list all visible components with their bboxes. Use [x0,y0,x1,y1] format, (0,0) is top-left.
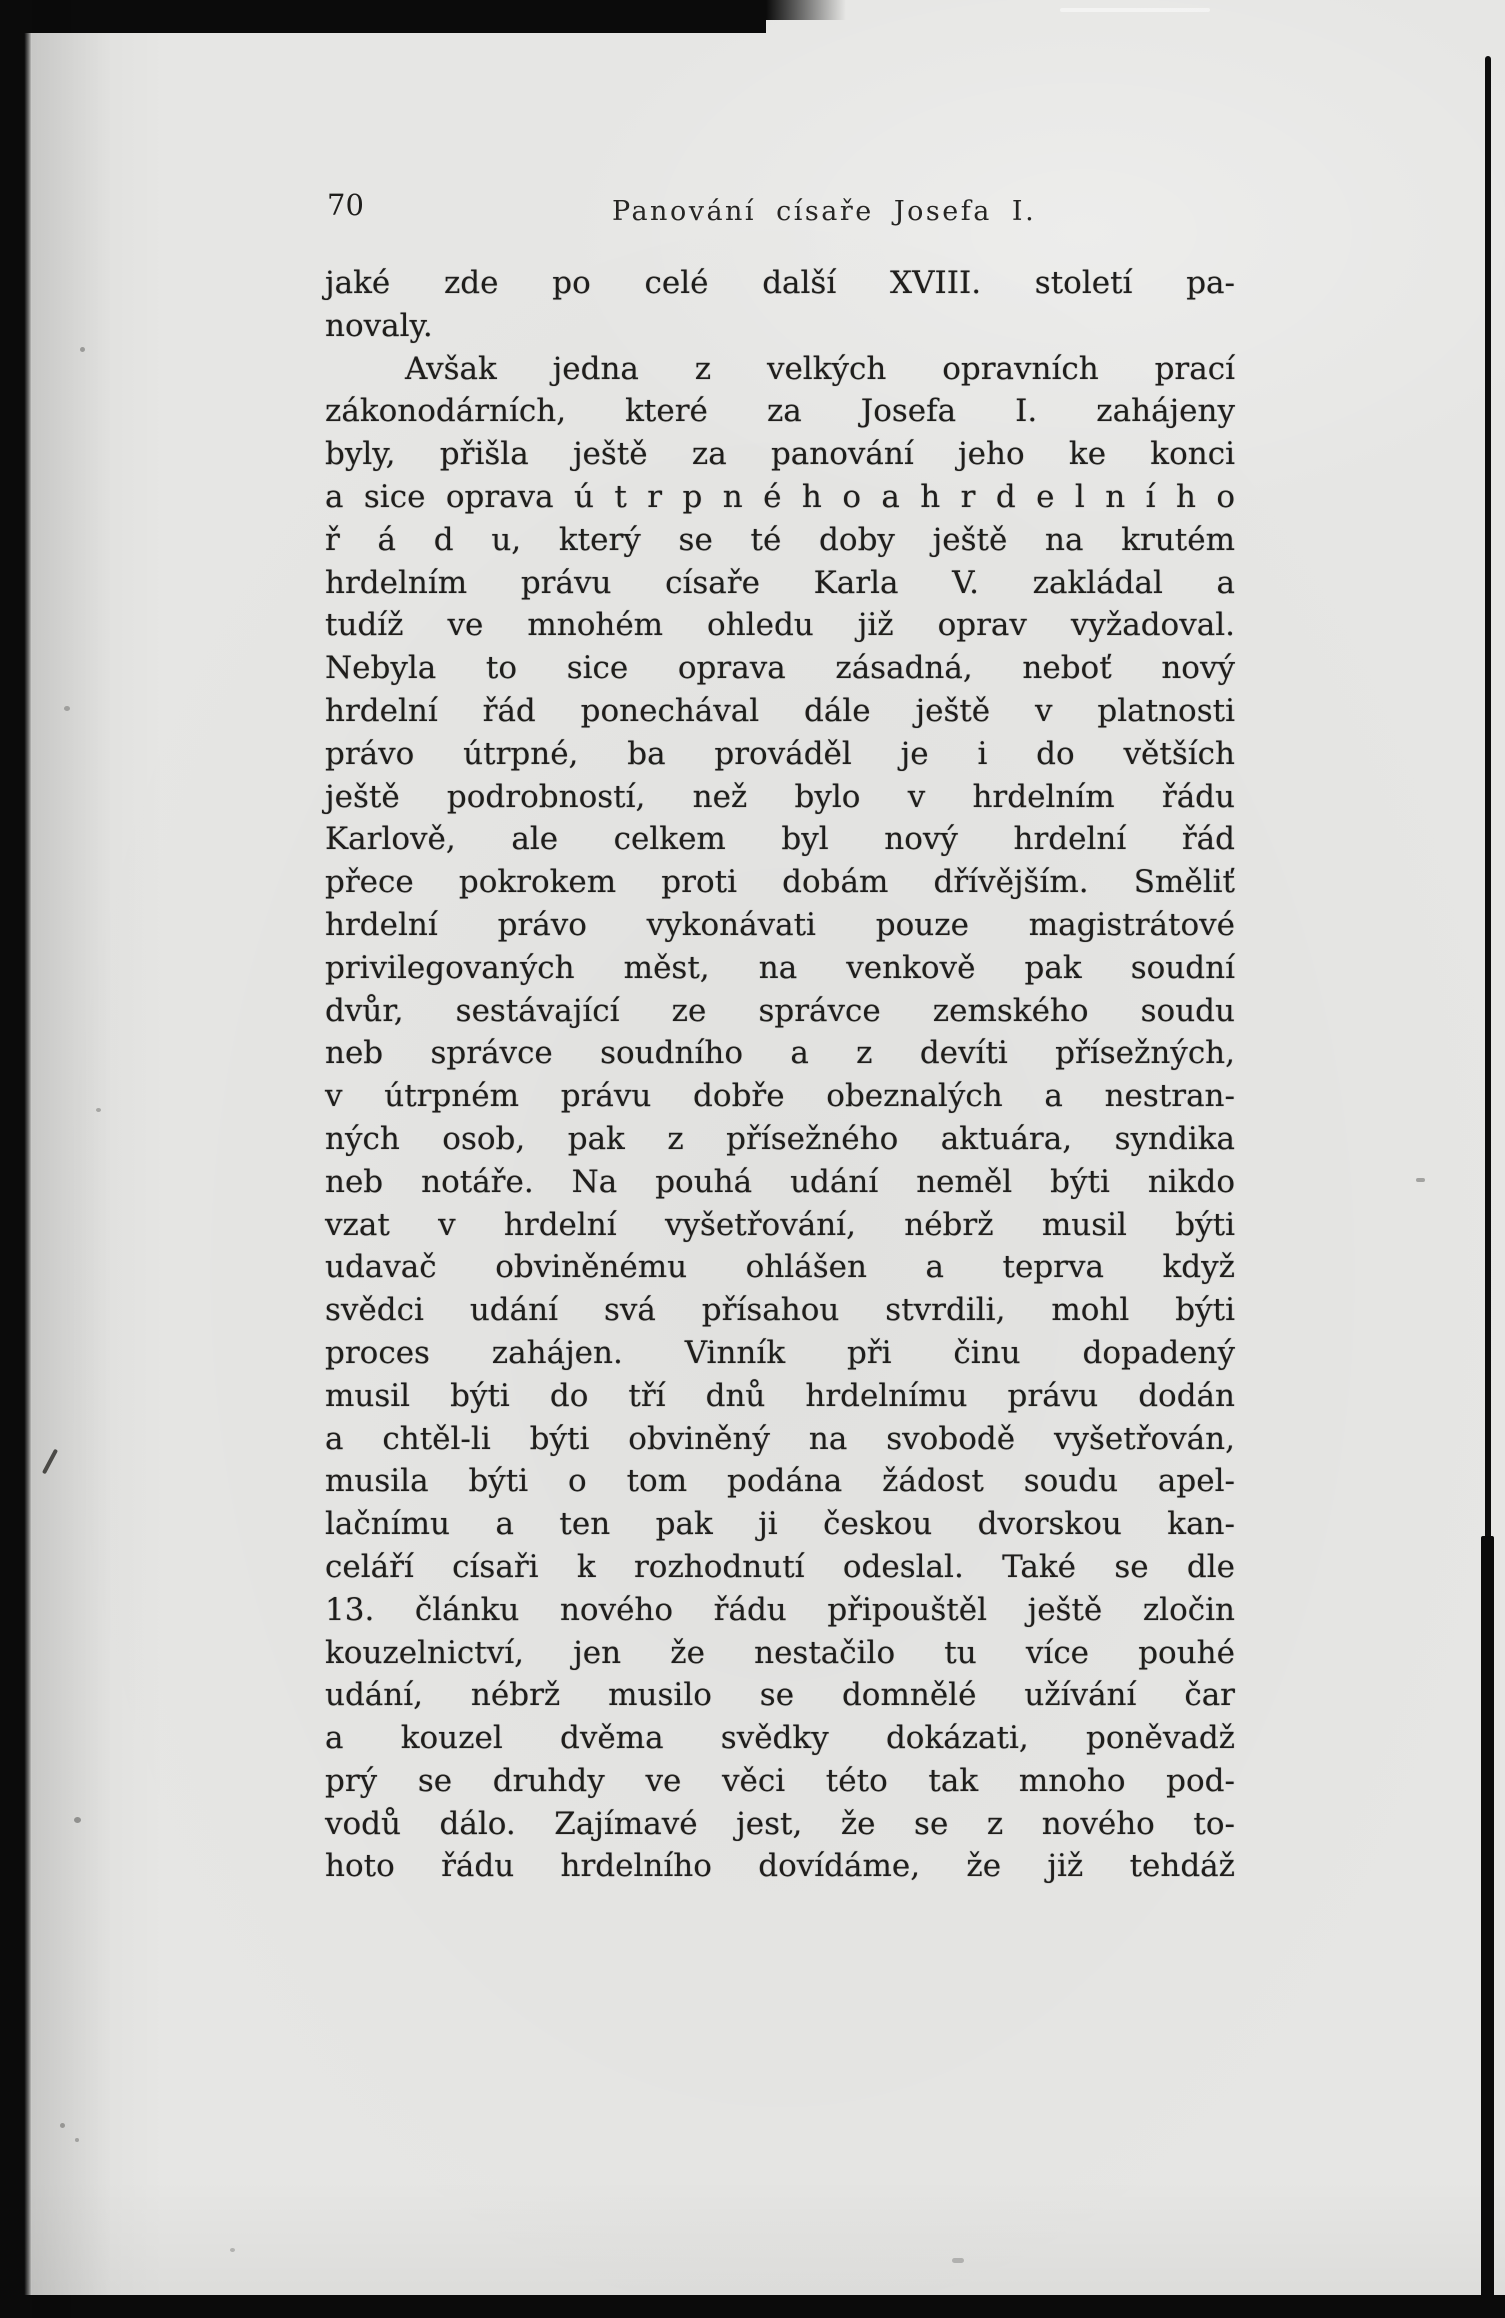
text-line: hrdelní právo vykonávati pouze magistrátové [325,906,1235,943]
text-line: Karlově, ale celkem byl nový hrdelní řád [325,821,1235,858]
text-line: neb notáře. Na pouhá udání neměl býti nikdo [325,1163,1235,1200]
text-line: svědci udání svá přísahou stvrdili, mohl býti [325,1292,1235,1329]
text-line: tudíž ve mnohém ohledu již oprav vyžadoval. [325,607,1235,644]
text-line: 13. článku nového řádu připouštěl ještě zločin [325,1591,1235,1628]
page-gutter-shadow-thick [1481,1536,1494,2298]
text-line: přece pokrokem proti dobám dřívějším. Směliť [325,864,1235,901]
text-line: neb správce soudního a z devíti přísežných, [325,1035,1235,1072]
left-margin-shadow [32,0,112,2318]
scan-speck [60,2123,65,2128]
text-line: jaké zde po celé další XVIII. století pa- [325,265,1235,301]
text-line: kouzelnictví, jen že nestačilo tu více pouhé [325,1634,1235,1671]
scan-edge-top [0,0,766,33]
text-line: a chtěl-li býti obviněný na svobodě vyšetřován, [325,1420,1235,1457]
text-line: dvůr, sestávající ze správce zemského soudu [325,992,1235,1029]
text-line: udání, nébrž musilo se domnělé užívání čar [325,1677,1235,1714]
running-header: Panování císaře Josefa I. [612,196,1037,227]
body-text [325,262,1235,1888]
page-number: 70 [327,188,364,222]
scan-edge-bottom [0,2295,1505,2318]
text-line: udavač obviněnému ohlášen a teprva když [325,1249,1235,1286]
scan-speck [74,1817,81,1823]
scan-speck [230,2248,235,2252]
scan-speck [1416,1178,1425,1182]
text-line: celáří císaři k rozhodnutí odeslal. Také se dle [325,1548,1235,1585]
text-line: zákonodárních, které za Josefa I. zahájeny [325,393,1235,430]
text-line: Avšak jedna z velkých opravních prací [405,350,1235,387]
text-line: lačnímu a ten pak ji českou dvorskou kan- [325,1506,1235,1543]
text-line: hrdelním právu císaře Karla V. zakládal a [325,564,1235,601]
text-line: prý se druhdy ve věci této tak mnoho pod- [325,1762,1235,1799]
text-line: a kouzel dvěma svědky dokázati, poněvadž [325,1720,1235,1757]
scan-speck [80,347,85,352]
text-line: privilegovaných měst, na venkově pak soudní [325,949,1235,986]
scan-light-streak [1060,8,1210,12]
text-line: hoto řádu hrdelního dovídáme, že již tehdáž [325,1848,1235,1885]
page-gutter-shadow-thin [1485,56,1491,1546]
text-line: Nebyla to sice oprava zásadná, neboť nový [325,650,1235,687]
text-line: právo útrpné, ba prováděl je i do větších [325,735,1235,772]
scan-speck [64,706,70,711]
text-line: byly, přišla ještě za panování jeho ke konci [325,436,1235,473]
text-line: musil býti do tří dnů hrdelnímu právu dodán [325,1377,1235,1414]
text-line: proces zahájen. Vinník při činu dopadený [325,1334,1235,1371]
text-line: ných osob, pak z přísežného aktuára, syndika [325,1120,1235,1157]
scan-speck [952,2258,964,2263]
scan-speck [75,2138,79,2142]
scan-speck [96,1108,101,1112]
text-line: hrdelní řád ponechával dále ještě v platnosti [325,692,1235,729]
text-line: v útrpném právu dobře obeznalých a nestran- [325,1078,1235,1115]
scan-edge-left [0,0,32,2318]
text-line: vodů dálo. Zajímavé jest, že se z nového to- [325,1805,1235,1842]
text-line: vzat v hrdelní vyšetřování, nébrž musil býti [325,1206,1235,1243]
text-line: ještě podrobností, než bylo v hrdelním řádu [325,778,1235,815]
text-line: musila býti o tom podána žádost soudu apel- [325,1463,1235,1500]
text-line: a sice oprava ú t r p n é h o a h r d e l n í h o [325,478,1235,515]
text-line: novaly. [325,307,433,344]
text-line: ř á d u, který se té doby ještě na krutém [325,521,1235,558]
